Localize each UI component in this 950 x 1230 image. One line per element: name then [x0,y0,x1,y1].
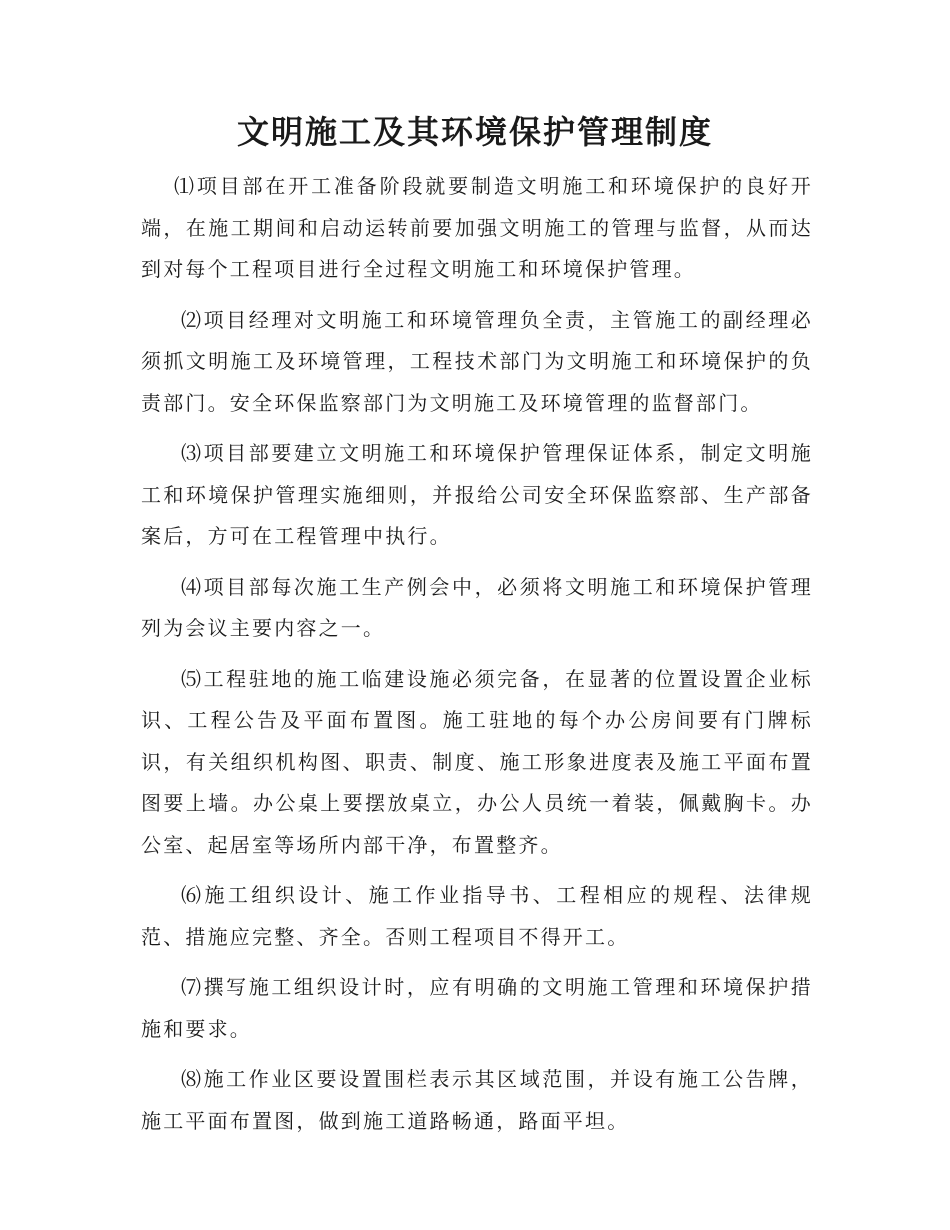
document-title: 文明施工及其环境保护管理制度 [236,113,713,151]
document-body [141,166,813,1142]
paragraph-3: ⑶项目部要建立文明施工和环境保护管理保证体系，制定文明施工和环境保护管理实施细则，并报给公司安全环保监察部、生产部备案后，方可在工程管理中执行。 [141,441,813,548]
paragraph-4: ⑷项目部每次施工生产例会中，必须将文明施工和环境保护管理列为会议主要内容之一。 [141,574,813,640]
paragraph-5: ⑸工程驻地的施工临建设施必须完备，在显著的位置设置企业标识、工程公告及平面布置图。施工驻地的每个办公房间要有门牌标识，有关组织机构图、职责、制度、施工形象进度表及施工平面布置图要上墙。办公桌上要摆放桌立，办公人员统一着装，佩戴胸卡。办公室、起居室等场所内部干净，布置整齐。 [141,666,813,857]
paragraph-7: ⑺撰写施工组织设计时，应有明确的文明施工管理和环境保护措施和要求。 [141,975,813,1041]
paragraph-1: ⑴项目部在开工准备阶段就要制造文明施工和环境保护的良好开端，在施工期间和启动运转前要加强文明施工的管理与监督，从而达到对每个工程项目进行全过程文明施工和环境保护管理。 [141,174,813,281]
paragraph-2: ⑵项目经理对文明施工和环境管理负全责，主管施工的副经理必须抓文明施工及环境管理，工程技术部门为文明施工和环境保护的负责部门。安全环保监察部门为文明施工及环境管理的监督部门。 [141,307,813,415]
paragraph-8: ⑻施工作业区要设置围栏表示其区域范围，并设有施工公告牌，施工平面布置图，做到施工道路畅通，路面平坦。 [141,1067,813,1133]
paragraph-6: ⑹施工组织设计、施工作业指导书、工程相应的规程、法律规范、措施应完整、齐全。否则工程项目不得开工。 [141,883,813,949]
